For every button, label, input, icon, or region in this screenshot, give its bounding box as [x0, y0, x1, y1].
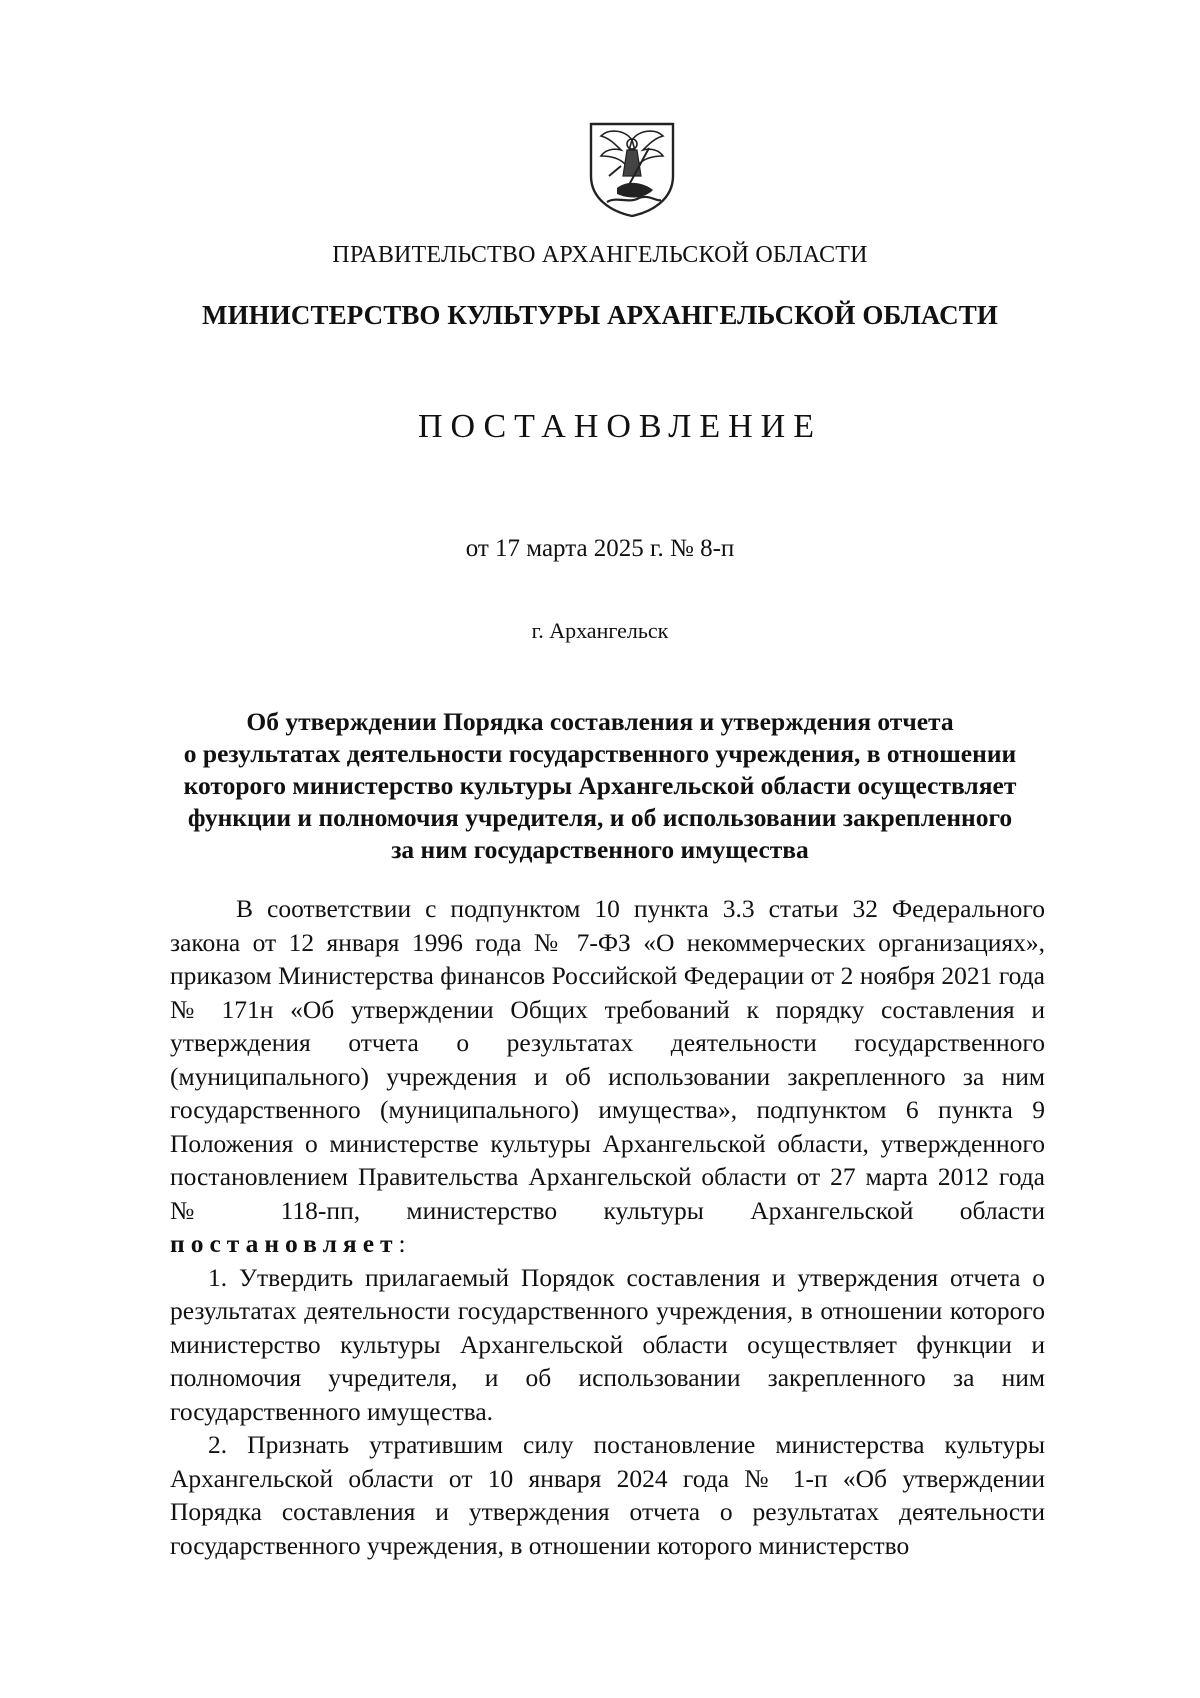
document-title [150, 706, 1050, 866]
title-line: которого министерство культуры Архангельской области осуществляет [183, 771, 1017, 800]
government-name: ПРАВИТЕЛЬСТВО АРХАНГЕЛЬСКОЙ ОБЛАСТИ [332, 242, 868, 268]
document-date-number: от 17 марта 2025 г. № 8-п [465, 535, 735, 562]
ministry-name: МИНИСТЕРСТВО КУЛЬТУРЫ АРХАНГЕЛЬСКОЙ ОБЛАСТИ [201, 300, 998, 330]
resolves-word: постановляет [170, 1229, 399, 1258]
item-paragraph-2: 2. Признать утратившим силу постановление министерства культуры Архангельской области от 10 января 2024 года № 1-п «Об утверждении Порядка составления и утверждения отчета о результатах деятельности государственного учреждения, в отношении которого министерство [170, 1430, 1045, 1560]
title-line: за ним государственного имущества [391, 835, 809, 864]
document-body [170, 892, 1045, 1562]
title-line: о результатах деятельности государственного учреждения, в отношении [183, 739, 1017, 768]
document-city: г. Архангельск [531, 618, 669, 643]
resolves-colon: : [398, 1229, 406, 1258]
preamble-paragraph [170, 892, 1045, 1261]
title-line: функции и полномочия учредителя, и об использовании закрепленного [187, 803, 1013, 832]
item-paragraph-1: 1. Утвердить прилагаемый Порядок составления и утверждения отчета о результатах деятельности государственного учреждения, в отношении которого министерство культуры Архангельской области осуществляет функции и полномочия учредителя, и об использовании закрепленного за ним государственного имущества. [170, 1262, 1045, 1426]
preamble-text: В соответствии с подпунктом 10 пункта 3.3 статьи 32 Федерального закона от 12 января 1996 года № 7-ФЗ «О некоммерческих организациях», приказом Министерства финансов Российской Федерации от 2 ноября 2021 года № 171н «Об утверждении Общих требований к порядку составления и утверждения отчета о результатах деятельности государственного (муниципального) учреждения и об использовании закрепленного за ним государственного (муниципального) имущества», подпунктом 6 пункта 9 Положения о министерстве культуры Архангельской области, утвержденного постановлением Правительства Архангельской области от 27 марта 2012 года № 118-пп, министерство культуры Архангельской области [170, 894, 1045, 1225]
title-line: Об утверждении Порядка составления и утверждения отчета [246, 707, 954, 736]
arkhangelsk-region-coat-of-arms-icon [587, 118, 677, 218]
document-type: ПОСТАНОВЛЕНИЕ [417, 408, 823, 445]
